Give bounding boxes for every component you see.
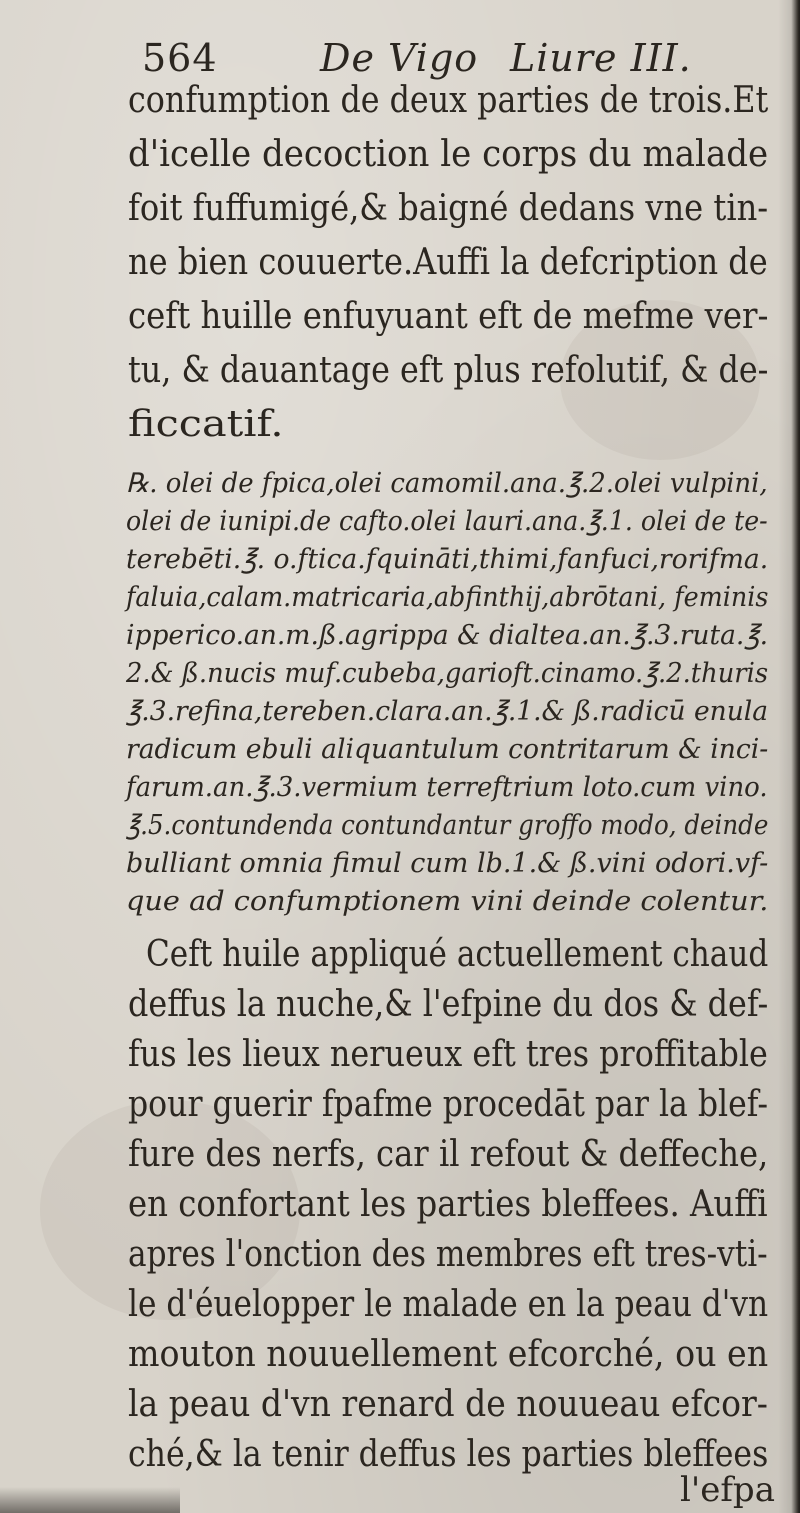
text-line: pour guerir fpafme procedāt par la blef- bbox=[128, 1084, 768, 1125]
recipe-line: radicum ebuli aliquantulum contritarum & inci- bbox=[126, 734, 769, 765]
text-line: apres l'onction des membres eft tres-vti- bbox=[128, 1234, 768, 1275]
page-number: 564 bbox=[142, 36, 218, 80]
text-line: fus les lieux nerueux eft tres proffitable bbox=[128, 1034, 768, 1075]
text-line: confumption de deux parties de trois.Et bbox=[128, 80, 769, 121]
text-line: foit fuffumigé,& baigné dedans vne tin- bbox=[128, 188, 769, 229]
recipe-line: faluia,calam.matricaria,abfinthij,abrōtani, feminis bbox=[126, 582, 769, 613]
recipe-line: farum.an.℥.3.vermium terreftrium loto.cum vino. bbox=[126, 772, 768, 803]
book-number: Liure III. bbox=[510, 36, 692, 80]
page-edge-shadow bbox=[778, 0, 800, 1513]
page-corner-shadow bbox=[0, 1487, 180, 1513]
catchword: l'efpa bbox=[680, 1470, 775, 1510]
recipe-line: que ad confumptionem vini deinde colentur. bbox=[126, 886, 769, 917]
recipe-line: ℥.5.contundenda contundantur groffo modo, deinde bbox=[126, 810, 769, 841]
text-line: ne bien couuerte.Auffi la defcription de bbox=[128, 242, 768, 283]
recipe-line: 2.& ß.nucis muf.cubeba,garioft.cinamo.℥.2.thuris bbox=[126, 658, 769, 689]
text-line: mouton nouuellement efcorché, ou en bbox=[128, 1334, 769, 1375]
text-line: tu, & dauantage eft plus refolutif, & de- bbox=[128, 350, 769, 391]
text-line: le d'éuelopper le malade en la peau d'vn bbox=[128, 1284, 769, 1325]
recipe-line: ℥.3.refina,tereben.clara.an.℥.1.& ß.radicū enula bbox=[126, 696, 769, 727]
text-line: en confortant les parties bleffees. Auffi bbox=[128, 1184, 768, 1225]
running-head bbox=[142, 36, 702, 80]
recipe-line: terebēti.℥. o.ftica.fquināti,thimi,fanfuci,rorifma. bbox=[126, 544, 769, 575]
recipe-line: ipperico.an.m.ß.agrippa & dialtea.an.℥.3.ruta.℥. bbox=[126, 620, 769, 651]
recipe-line: bulliant omnia fimul cum lb.1.& ß.vini odori.vf- bbox=[126, 848, 769, 879]
text-line: ficcatif. bbox=[128, 404, 284, 445]
text-line: ceft huille enfuyuant eft de mefme ver- bbox=[128, 296, 769, 337]
text-line: d'icelle decoction le corps du malade bbox=[128, 134, 769, 175]
text-line: fure des nerfs, car il refout & deffeche, bbox=[128, 1134, 769, 1175]
recipe-line: olei de iunipi.de cafto.olei lauri.ana.℥.1. olei de te- bbox=[126, 506, 768, 537]
recipe-line: ℞. olei de fpica,olei camomil.ana.℥.2.olei vulpini, bbox=[126, 468, 768, 499]
running-title: De Vigo bbox=[320, 36, 479, 80]
text-line: la peau d'vn renard de nouueau efcor- bbox=[128, 1384, 768, 1425]
text-line: ché,& la tenir deffus les parties bleffees bbox=[128, 1434, 769, 1475]
text-line: Ceft huile appliqué actuellement chaud bbox=[146, 934, 769, 975]
text-line: deffus la nuche,& l'efpine du dos & def- bbox=[128, 984, 769, 1025]
